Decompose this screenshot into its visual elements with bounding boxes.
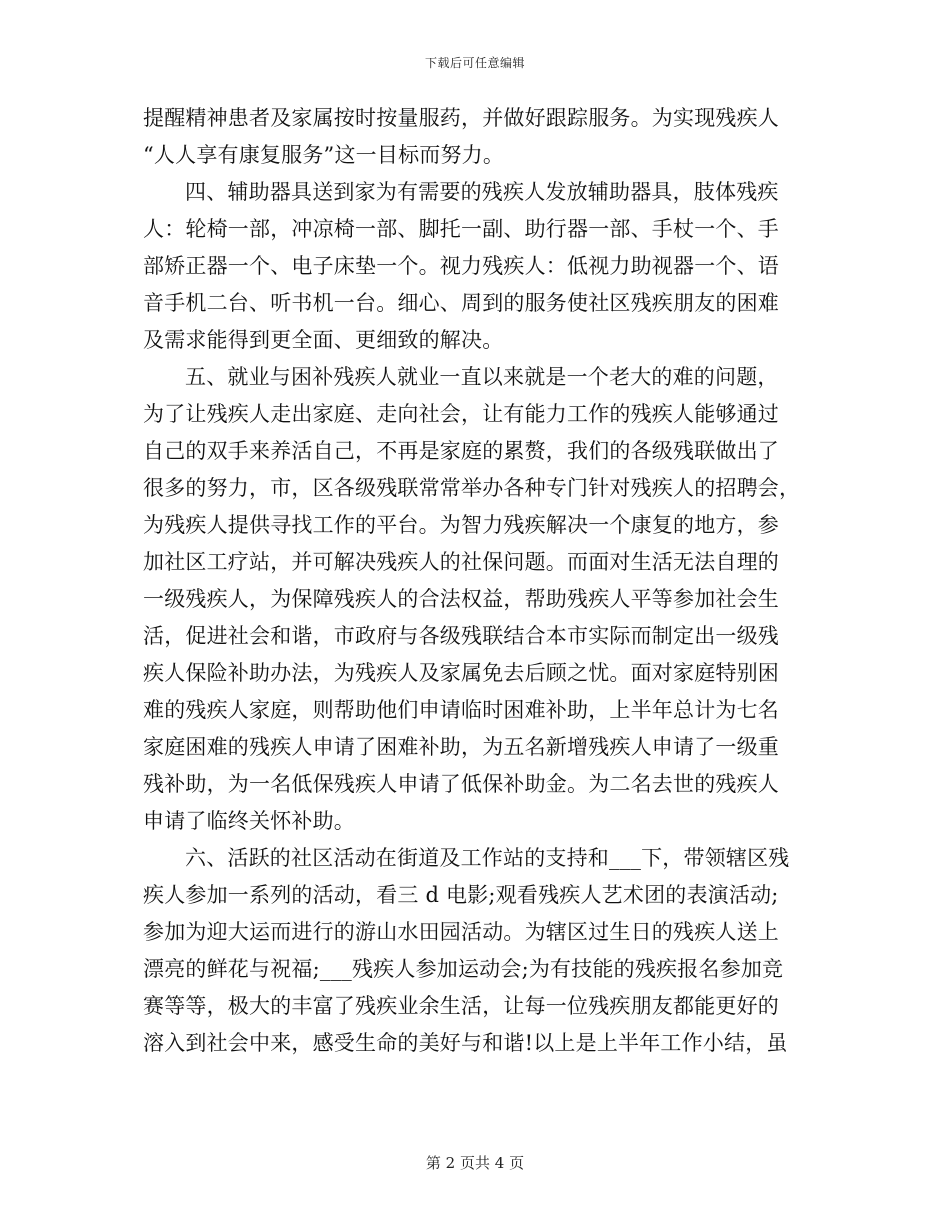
- text-line: 自己的双手来养活自己，不再是家庭的累赘，我们的各级残联做出了: [143, 439, 779, 463]
- text-line: 参加为迎大运而进行的游山水田园活动。为辖区过生日的残疾人送上: [143, 920, 779, 944]
- text-line: 及需求能得到更全面、更细致的解决。: [143, 328, 504, 352]
- text-line: 溶入到社会中来，感受生命的美好与和谐!以上是上半年工作小结，虽: [143, 1031, 788, 1055]
- text-line: 提醒精神患者及家属按时按量服药，并做好跟踪服务。为实现残疾人: [143, 106, 779, 130]
- text-line: 一级残疾人，为保障残疾人的合法权益，帮助残疾人平等参加社会生: [143, 587, 779, 611]
- text-line: 申请了临终关怀补助。: [143, 809, 355, 833]
- text-line: 音手机二台、听书机一台。细心、周到的服务使社区残疾朋友的困难: [143, 291, 779, 315]
- text-line: 家庭困难的残疾人申请了困难补助，为五名新增残疾人申请了一级重: [143, 735, 779, 759]
- text-line: 部矫正器一个、电子床垫一个。视力残疾人：低视力助视器一个、语: [143, 254, 779, 278]
- text-line: 六、活跃的社区活动在街道及工作站的支持和___下，带领辖区残: [185, 846, 790, 870]
- text-line: 人：轮椅一部，冲凉椅一部、脚托一副、助行器一部、手杖一个、手: [143, 217, 779, 241]
- text-line: 很多的努力，市，区各级残联常常举办各种专门针对残疾人的招聘会，: [143, 476, 801, 500]
- text-line: 漂亮的鲜花与祝福;___残疾人参加运动会;为有技能的残疾报名参加竞: [143, 957, 784, 981]
- text-line: 疾人保险补助办法，为残疾人及家属免去后顾之忧。面对家庭特别困: [143, 661, 779, 685]
- text-line: 加社区工疗站，并可解决残疾人的社保问题。而面对生活无法自理的: [143, 550, 779, 574]
- text-line: 五、就业与困补残疾人就业一直以来就是一个老大的难的问题，: [185, 365, 779, 389]
- text-line: 赛等等，极大的丰富了残疾业余生活，让每一位残疾朋友都能更好的: [143, 994, 779, 1018]
- text-line: 活，促进社会和谐，市政府与各级残联结合本市实际而制定出一级残: [143, 624, 779, 648]
- text-line: 四、辅助器具送到家为有需要的残疾人发放辅助器具，肢体残疾: [185, 180, 779, 204]
- text-line: 为残疾人提供寻找工作的平台。为智力残疾解决一个康复的地方，参: [143, 513, 779, 537]
- text-line: 疾人参加一系列的活动，看三 d 电影;观看残疾人艺术团的表演活动;: [143, 883, 779, 907]
- page-header: 下载后可任意编辑: [424, 56, 525, 70]
- text-line: “人人享有康复服务”这一目标而努力。: [143, 143, 505, 167]
- page-footer: 第 2 页共 4 页: [425, 1154, 525, 1172]
- text-line: 难的残疾人家庭，则帮助他们申请临时困难补助，上半年总计为七名: [143, 698, 779, 722]
- text-line: 为了让残疾人走出家庭、走向社会，让有能力工作的残疾人能够通过: [143, 402, 779, 426]
- document-body: [143, 100, 807, 1062]
- text-line: 残补助，为一名低保残疾人申请了低保补助金。为二名去世的残疾人: [143, 772, 779, 796]
